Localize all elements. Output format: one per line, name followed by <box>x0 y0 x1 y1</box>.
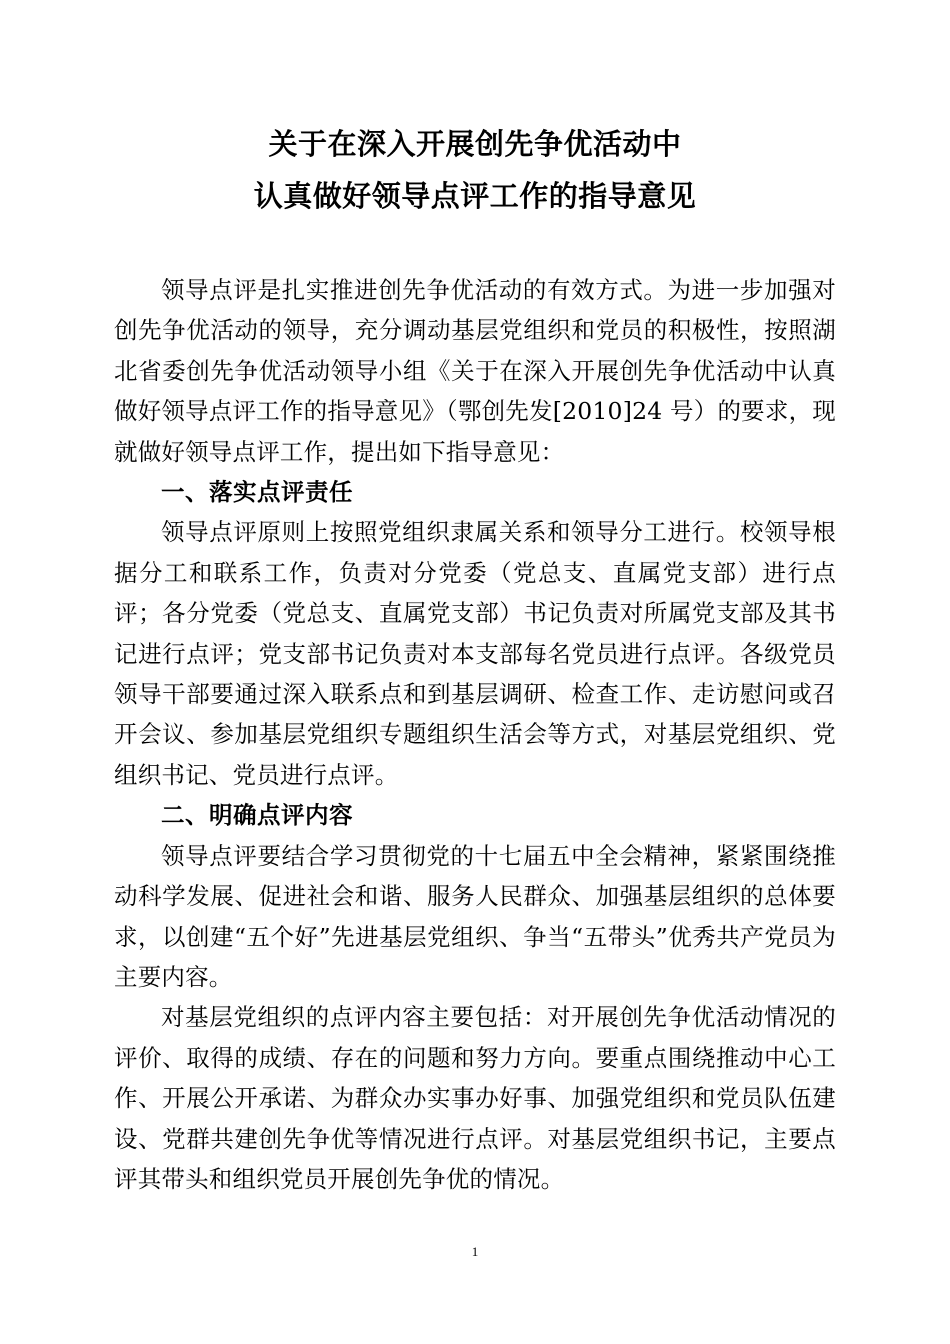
section-heading-1: 一、落实点评责任 <box>161 478 353 507</box>
page-number: 1 <box>471 1244 479 1259</box>
section-1-paragraph-1: 领导点评原则上按照党组织隶属关系和领导分工进行。校领导根据分工和联系工作，负责对分党委（党总支、直属党支部）进行点评；各分党委（党总支、直属党支部）书记负责对所属党支部及其书记进行点评；党支部书记负责对本支部每名党员进行点评。各级党员领导干部要通过深入联系点和到基层调研、检查工作、走访慰问或召开会议、参加基层党组织专题组织生活会等方式，对基层党组织、党组织书记、党员进行点评。 <box>114 518 836 789</box>
section-2-paragraph-2: 对基层党组织的点评内容主要包括：对开展创先争优活动情况的评价、取得的成绩、存在的问题和努力方向。要重点围绕推动中心工作、开展公开承诺、为群众办实事办好事、加强党组织和党员队伍建设、党群共建创先争优等情况进行点评。对基层党组织书记，主要点评其带头和组织党员开展创先争优的情况。 <box>114 1003 836 1193</box>
section-heading-2: 二、明确点评内容 <box>161 801 353 830</box>
document-body <box>114 270 836 1199</box>
section-2-paragraph-1: 领导点评要结合学习贯彻党的十七届五中全会精神，紧紧围绕推动科学发展、促进社会和谐、服务人民群众、加强基层组织的总体要求，以创建“五个好”先进基层党组织、争当“五带头”优秀共产党员为主要内容。 <box>114 841 836 991</box>
title-line-1: 关于在深入开展创先争优活动中 <box>268 127 682 161</box>
document-title <box>0 118 950 222</box>
title-line-2: 认真做好领导点评工作的指导意见 <box>253 179 697 213</box>
intro-paragraph: 领导点评是扎实推进创先争优活动的有效方式。为进一步加强对创先争优活动的领导，充分调动基层党组织和党员的积极性，按照湖北省委创先争优活动领导小组《关于在深入开展创先争优活动中认真做好领导点评工作的指导意见》（鄂创先发[2010]24 号）的要求，现就做好领导点评工作，提出如下指导意见： <box>114 276 836 466</box>
